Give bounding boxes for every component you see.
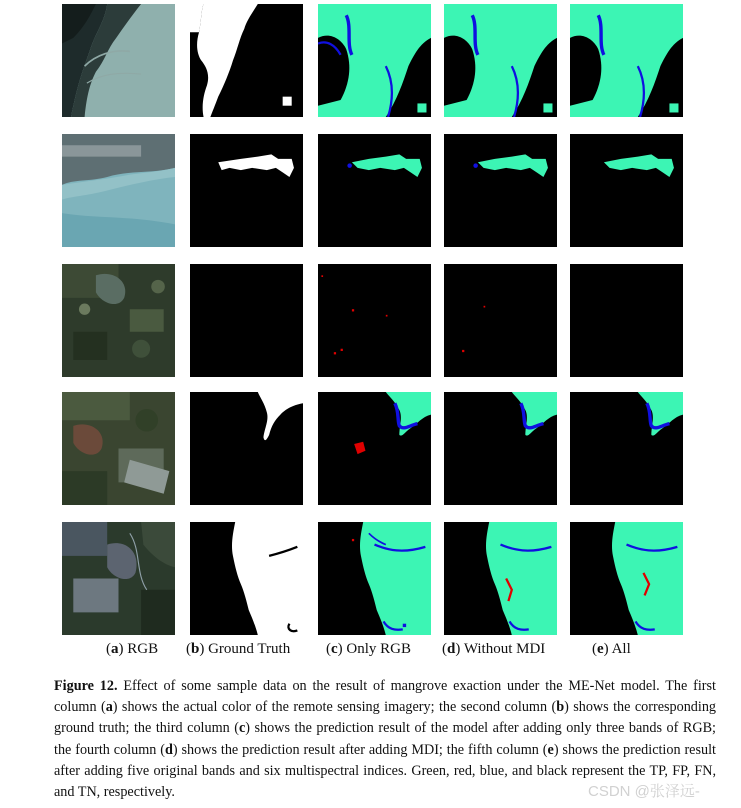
ground-truth-row1 — [190, 4, 303, 117]
only-rgb-row2 — [318, 134, 431, 247]
figure-number: Figure 12. — [54, 678, 118, 694]
all-row5 — [570, 522, 683, 635]
ground-truth-row2 — [190, 134, 303, 247]
watermark: CSDN @张泽远- — [588, 783, 700, 800]
rgb-image-row5 — [62, 522, 175, 635]
column-label-rgb: (a) RGB — [106, 641, 159, 657]
ground-truth-row5 — [190, 522, 303, 635]
without-mdi-row5 — [444, 522, 557, 635]
column-label-ground-truth: (b) Ground Truth — [186, 641, 291, 657]
column-label-without-mdi: (d) Without MDI — [442, 641, 546, 657]
column-label-only-rgb: (c) Only RGB — [326, 641, 412, 657]
all-row4 — [570, 392, 683, 505]
rgb-image-row1 — [62, 4, 175, 117]
only-rgb-row1 — [318, 4, 431, 117]
only-rgb-row3 — [318, 264, 431, 377]
without-mdi-row1 — [444, 4, 557, 117]
without-mdi-row2 — [444, 134, 557, 247]
without-mdi-row4 — [444, 392, 557, 505]
all-row2 — [570, 134, 683, 247]
only-rgb-row5 — [318, 522, 431, 635]
all-row3 — [570, 264, 683, 377]
column-label-all: (e) All — [592, 641, 631, 657]
without-mdi-row3 — [444, 264, 557, 377]
only-rgb-row4 — [318, 392, 431, 505]
rgb-image-row2 — [62, 134, 175, 247]
rgb-image-row3 — [62, 264, 175, 377]
rgb-image-row4 — [62, 392, 175, 505]
figure-caption: Figure 12. Effect of some sample data on the result of mangrove exaction under the ME-Net model. The first column (a) shows the actual color of the remote sensing imagery; the second column (b) shows the corresponding ground truth; the third column (c) shows the prediction result of the model after adding only three bands of RGB; the fourth column (d) shows the prediction result after adding MDI; the fifth column (e) shows the prediction result after adding five original bands and six multispectral indices. Green, red, blue, and black represent the TP, FP, FN, and TN, respectively. — [54, 678, 717, 801]
ground-truth-row3 — [190, 264, 303, 377]
ground-truth-row4 — [190, 392, 303, 505]
all-row1 — [570, 4, 683, 117]
